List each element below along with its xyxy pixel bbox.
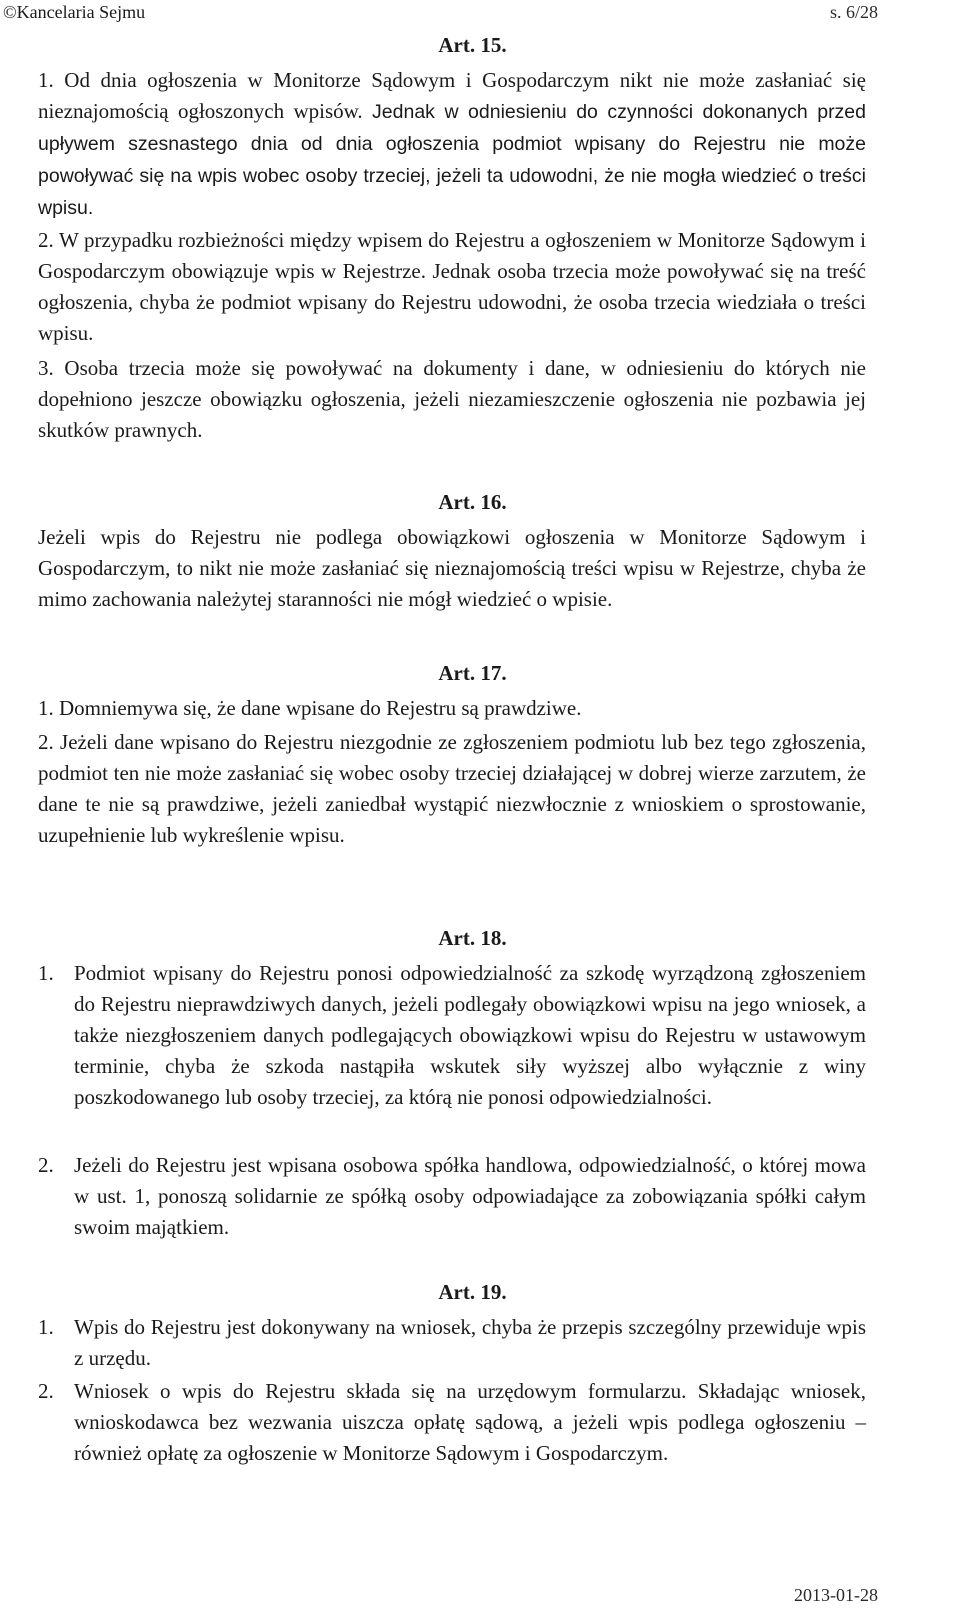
article-15-title: Art. 15. [438, 33, 507, 57]
article-16-title: Art. 16. [438, 490, 507, 514]
article-15-paragraph-2 [38, 225, 866, 349]
paragraph-text-serif: Od dnia ogłoszenia w Monitorze Sądowym i Gospodarczym nikt nie może zasłaniać się nieznajomością ogłoszonych wpisów. [38, 68, 867, 123]
article-18-title: Art. 18. [438, 926, 507, 950]
paragraph-number: 2. [38, 730, 54, 754]
article-17-paragraph-1 [38, 693, 866, 724]
copyright-header: ©Kancelaria Sejmu [3, 2, 146, 22]
paragraph-number: 3. [38, 356, 54, 380]
page-number: s. 6/28 [829, 2, 878, 22]
article-18-paragraph-2 [38, 1150, 866, 1243]
article-19-paragraph-1 [38, 1312, 866, 1374]
paragraph-text: Domniemywa się, że dane wpisane do Rejestru są prawdziwe. [59, 696, 582, 720]
paragraph-text: Wpis do Rejestru jest dokonywany na wniosek, chyba że przepis szczególny przewiduje wpis z urzędu. [74, 1315, 866, 1370]
paragraph-number: 1. [38, 1315, 54, 1339]
paragraph-number: 2. [38, 1153, 54, 1177]
paragraph-text: Wniosek o wpis do Rejestru składa się na urzędowym formularzu. Składając wniosek, wnioskodawca bez wezwania uiszcza opłatę sądową, a jeżeli wpis podlega ogłoszeniu – również opłatę za ogłoszenie w Monitorze Sądowym i Gospodarczym. [74, 1379, 866, 1465]
paragraph-text: Jeżeli dane wpisano do Rejestru niezgodnie ze zgłoszeniem podmiotu lub bez tego zgłoszenia, podmiot ten nie może zasłaniać się wobec osoby trzeciej działającej w dobrej wierze zarzutem, że dane te nie są prawdziwe, jeżeli zaniedbał wystąpić niezwłocznie z wnioskiem o sprostowanie, uzupełnienie lub wykreślenie wpisu. [38, 730, 866, 847]
paragraph-text: Jeżeli wpis do Rejestru nie podlega obowiązkowi ogłoszenia w Monitorze Sądowym i Gospodarczym, to nikt nie może zasłaniać się nieznajomością treści wpisu w Rejestrze, chyba że mimo zachowania należytej staranności nie mógł wiedzieć o wpisie. [38, 525, 866, 611]
article-15-paragraph-3 [38, 353, 866, 446]
paragraph-number: 2. [38, 1379, 54, 1403]
article-19-paragraph-2 [38, 1376, 866, 1469]
article-15-paragraph-1 [38, 65, 866, 224]
article-17-paragraph-2 [38, 727, 866, 851]
paragraph-number: 1. [38, 696, 54, 720]
paragraph-text: W przypadku rozbieżności między wpisem do Rejestru a ogłoszeniem w Monitorze Sądowym i Gospodarczym obowiązuje wpis w Rejestrze. Jednak osoba trzecia może powoływać się na treść ogłoszenia, chyba że podmiot wpisany do Rejestru udowodni, że osoba trzecia wiedziała o treści wpisu. [38, 228, 867, 345]
paragraph-text: Podmiot wpisany do Rejestru ponosi odpowiedzialność za szkodę wyrządzoną zgłoszeniem do Rejestru nieprawdziwych danych, jeżeli podlegały obowiązkowi wpisu na jego wniosek, a także niezgłoszeniem danych podlegających obowiązkowi wpisu do Rejestru w ustawowym terminie, chyba że szkoda nastąpiła wskutek siły wyższej albo wyłącznie z winy poszkodowanego lub osoby trzeciej, za którą nie ponosi odpowiedzialności. [74, 961, 866, 1109]
paragraph-number: 1. [38, 68, 54, 92]
footer-date: 2013-01-28 [794, 1585, 878, 1605]
paragraph-text: Jeżeli do Rejestru jest wpisana osobowa spółka handlowa, odpowiedzialność, o której mowa w ust. 1, ponoszą solidarnie ze spółką osoby odpowiadające za zobowiązania spółki całym swoim majątkiem. [74, 1153, 866, 1239]
article-19-title: Art. 19. [438, 1280, 507, 1304]
paragraph-number: 1. [38, 961, 54, 985]
paragraph-text-sans: Jednak w odniesieniu do czynności dokonanych przed upływem szesnastego dnia od dnia ogłoszenia podmiot wpisany do Rejestru nie może powoływać się na wpis wobec osoby trzeciej, jeżeli ta udowodni, że nie mogła wiedzieć o treści wpisu. [38, 101, 867, 219]
article-16-paragraph [38, 522, 866, 615]
paragraph-text: Osoba trzecia może się powoływać na dokumenty i dane, w odniesieniu do których nie dopełniono jeszcze obowiązku ogłoszenia, jeżeli niezamieszczenie ogłoszenia nie pozbawia jej skutków prawnych. [38, 356, 867, 442]
paragraph-number: 2. [38, 228, 54, 252]
article-17-title: Art. 17. [438, 661, 507, 685]
article-18-paragraph-1 [38, 958, 866, 1113]
